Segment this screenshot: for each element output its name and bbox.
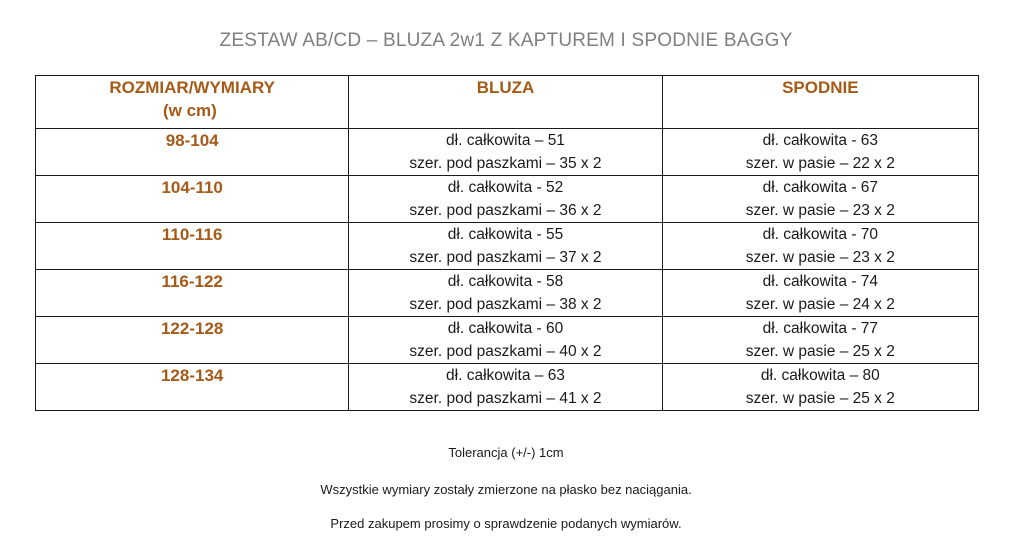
table-row — [36, 270, 979, 317]
bluza-cell — [349, 317, 662, 364]
tolerance-note: Tolerancja (+/-) 1cm — [448, 445, 564, 460]
bluza-cell — [349, 223, 662, 270]
bluza-width: szer. pod paszkami – 38 x 2 — [409, 296, 602, 313]
header-spodnie: SPODNIE — [662, 76, 978, 129]
check-note: Przed zakupem prosimy o sprawdzenie podanych wymiarów. — [330, 516, 682, 531]
table-row — [36, 364, 979, 411]
spodnie-length: dł. całkowita - 70 — [762, 226, 879, 243]
bluza-length: dł. całkowita - 55 — [447, 226, 564, 243]
bluza-width: szer. pod paszkami – 41 x 2 — [409, 390, 602, 407]
header-size-line2: (w cm) — [163, 101, 217, 120]
bluza-cell — [349, 176, 662, 223]
spodnie-width: szer. w pasie – 22 x 2 — [745, 155, 895, 172]
spodnie-width: szer. w pasie – 23 x 2 — [745, 202, 895, 219]
table-row — [36, 129, 979, 176]
header-size-line1: ROZMIAR/WYMIARY — [109, 78, 275, 97]
spodnie-cell — [662, 317, 978, 364]
bluza-cell — [349, 364, 662, 411]
header-bluza: BLUZA — [349, 76, 662, 129]
spodnie-length: dł. całkowita - 77 — [762, 320, 879, 337]
bluza-length: dł. całkowita – 51 — [446, 132, 565, 149]
table-row — [36, 223, 979, 270]
bluza-width: szer. pod paszkami – 35 x 2 — [409, 155, 602, 172]
spodnie-width: szer. w pasie – 25 x 2 — [745, 390, 895, 407]
spodnie-length: dł. całkowita – 80 — [760, 367, 880, 384]
size-cell: 98-104 — [36, 129, 349, 176]
bluza-width: szer. pod paszkami – 36 x 2 — [409, 202, 602, 219]
spodnie-length: dł. całkowita - 67 — [762, 179, 879, 196]
size-cell: 110-116 — [36, 223, 349, 270]
spodnie-length: dł. całkowita - 63 — [762, 132, 879, 149]
bluza-length: dł. całkowita – 63 — [446, 367, 565, 384]
spodnie-cell — [662, 223, 978, 270]
spodnie-length: dł. całkowita - 74 — [762, 273, 879, 290]
spodnie-cell — [662, 129, 978, 176]
spodnie-width: szer. w pasie – 24 x 2 — [745, 296, 895, 313]
bluza-length: dł. całkowita - 60 — [447, 320, 564, 337]
size-cell: 116-122 — [36, 270, 349, 317]
page-title: ZESTAW AB/CD – BLUZA 2w1 Z KAPTUREM I SPODNIE BAGGY — [219, 30, 793, 51]
size-table — [35, 75, 979, 411]
bluza-cell — [349, 129, 662, 176]
header-size — [36, 76, 349, 129]
spodnie-width: szer. w pasie – 23 x 2 — [745, 249, 895, 266]
bluza-length: dł. całkowita - 58 — [447, 273, 564, 290]
bluza-length: dł. całkowita - 52 — [447, 179, 564, 196]
size-cell: 104-110 — [36, 176, 349, 223]
measured-note: Wszystkie wymiary zostały zmierzone na płasko bez naciągania. — [320, 482, 692, 497]
spodnie-width: szer. w pasie – 25 x 2 — [745, 343, 895, 360]
spodnie-cell — [662, 364, 978, 411]
spodnie-cell — [662, 176, 978, 223]
size-cell: 128-134 — [36, 364, 349, 411]
table-row — [36, 176, 979, 223]
spodnie-cell — [662, 270, 978, 317]
bluza-width: szer. pod paszkami – 37 x 2 — [409, 249, 602, 266]
table-header-row — [36, 76, 979, 129]
size-cell: 122-128 — [36, 317, 349, 364]
bluza-width: szer. pod paszkami – 40 x 2 — [409, 343, 602, 360]
table-row — [36, 317, 979, 364]
bluza-cell — [349, 270, 662, 317]
